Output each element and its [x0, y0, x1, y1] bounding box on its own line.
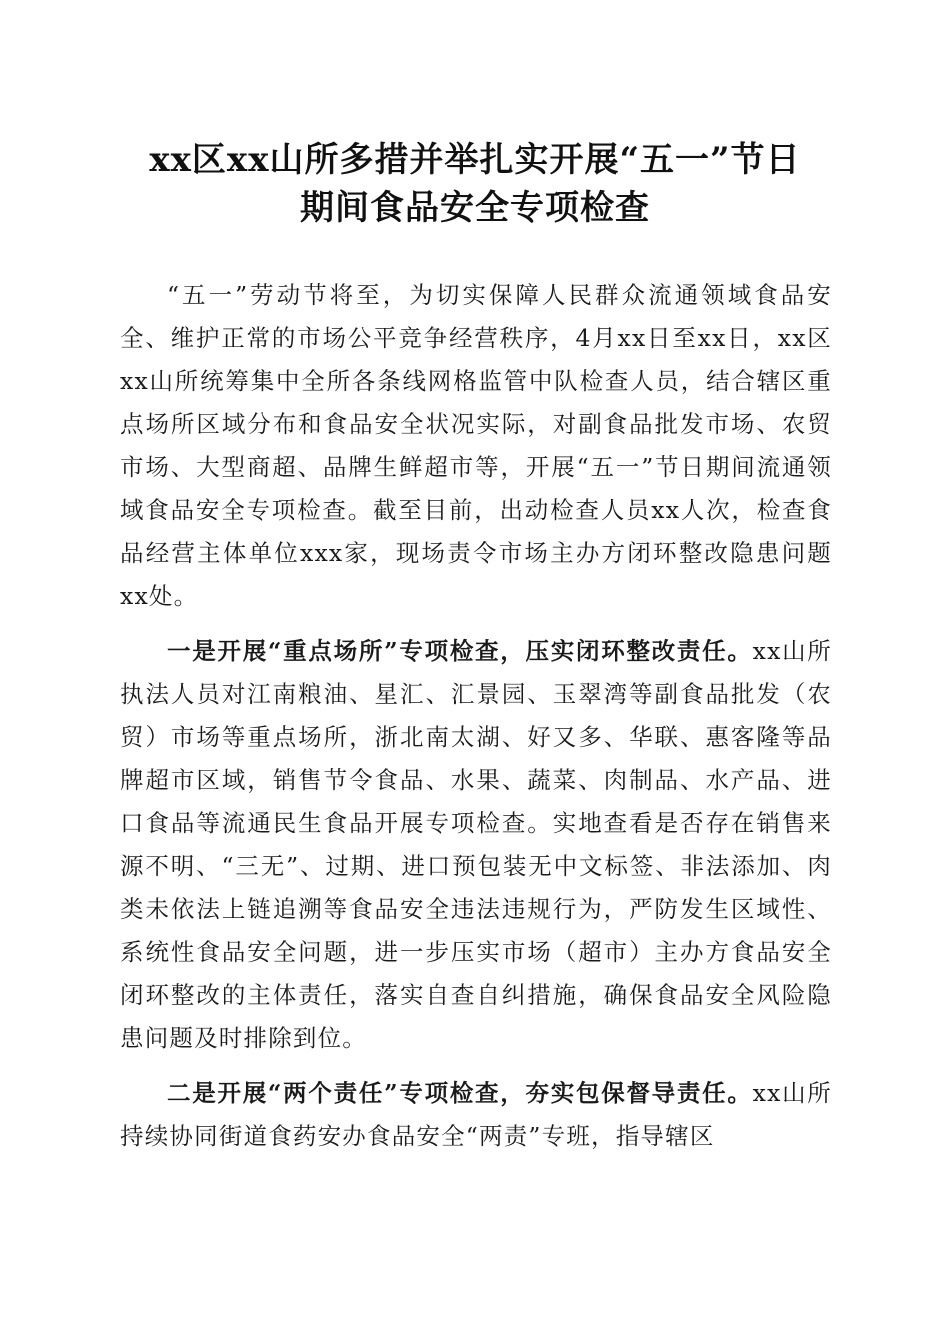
paragraph-lead: 二是开展“两个责任”专项检查，夯实包保督导责任。 [167, 1079, 753, 1107]
paragraph-text: xx山所持续协同街道食药安办食品安全“两责”专班，指导辖区 [120, 1079, 832, 1150]
paragraph-text: xx山所执法人员对江南粮油、星汇、汇景园、玉翠湾等副食品批发（农贸）市场等重点场所，浙北南太湖、好又多、华联、惠客隆等品牌超市区域，销售节令食品、水果、蔬菜、肉制品、水产品、进口食品等流通民生食品开展专项检查。实地查看是否存在销售来源不明、“三无”、过期、进口预包装无中文标签、非法添加、肉类未依法上链追溯等食品安全违法违规行为，严防发生区域性、系统性食品安全问题，进一步压实市场（超市）主办方食品安全闭环整改的主体责任，落实自查自纠措施，确保食品安全风险隐患问题及时排除到位。 [120, 637, 832, 1052]
paragraph-key-sites [120, 630, 832, 1060]
paragraph-text: “五一”劳动节将至，为切实保障人民群众流通领域食品安全、维护正常的市场公平竞争经营秩序，4月xx日至xx日，xx区xx山所统筹集中全所各条线网格监管中队检查人员，结合辖区重点场所区域分布和食品安全状况实际，对副食品批发市场、农贸市场、大型商超、品牌生鲜超市等，开展“五一”节日期间流通领域食品安全专项检查。截至目前，出动检查人员xx人次，检查食品经营主体单位xxx家，现场责令市场主办方闭环整改隐患问题xx处。 [120, 281, 832, 610]
document-body [120, 274, 832, 1158]
paragraph-two-responsibilities [120, 1072, 832, 1158]
title-line-1: xx区xx山所多措并举扎实开展“五一”节日 [149, 140, 801, 180]
title-line-2: 期间食品安全专项检查 [300, 188, 650, 228]
paragraph-lead: 一是开展“重点场所”专项检查，压实闭环整改责任。 [167, 637, 753, 665]
paragraph-intro [120, 274, 832, 618]
document-title [110, 136, 840, 232]
